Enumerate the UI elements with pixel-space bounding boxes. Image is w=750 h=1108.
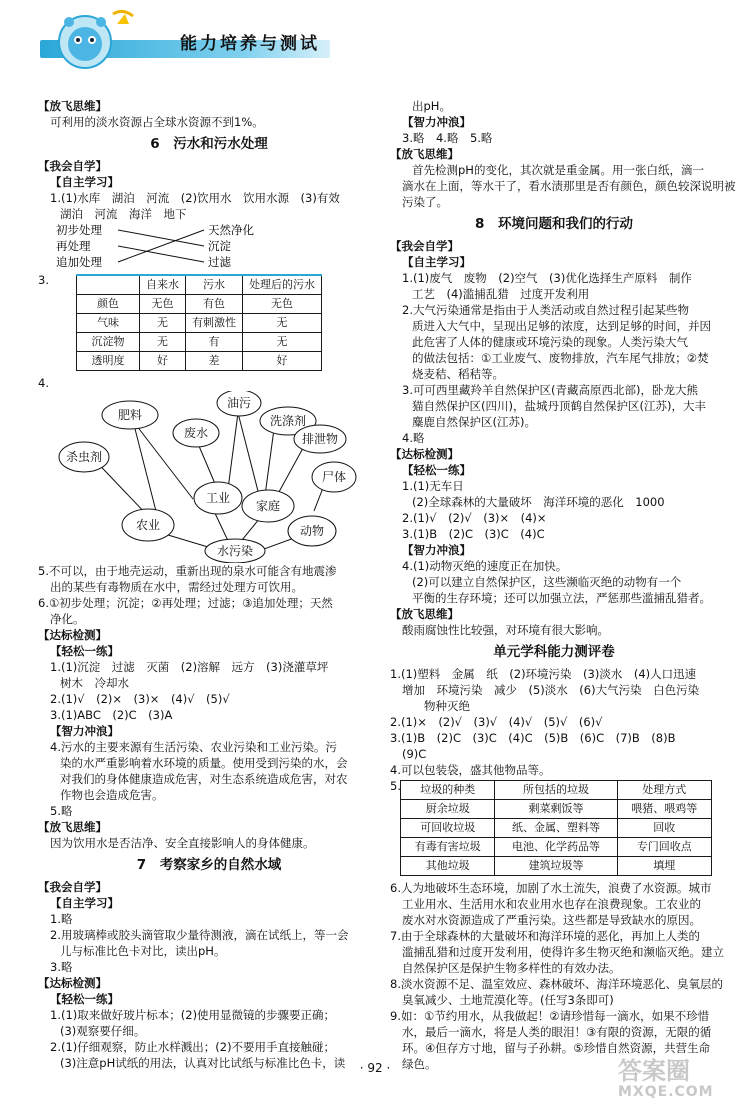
table-cell: 厨余垃圾 (401, 800, 495, 819)
diagram-label: 油污 (226, 396, 252, 410)
question-number: 5. (390, 779, 401, 793)
table-cell: 无色 (243, 295, 322, 314)
text-line: 2.大气污染通常是指由于人类活动或自然过程引起某些物 (402, 303, 689, 317)
text-line: (2)可以建立自然保护区，这些濒临灭绝的动物有一个 (412, 575, 682, 589)
text-line: 9.如：①节约用水，从我做起！②请珍惜每一滴水，如果不珍惜 (390, 1009, 710, 1023)
table-cell: 沉淀物 (77, 333, 140, 352)
match-right-item: 过滤 (208, 255, 231, 269)
subheading: 【智力冲浪】 (402, 115, 471, 129)
table-cell: 电池、化学药品等 (495, 838, 617, 857)
text-line: 工艺 (4)滥捕乱猎 过度开发利用 (412, 287, 590, 301)
text-line: 1.(1)无车日 (402, 479, 464, 493)
text-line: 臭氧减少、土地荒漠化等。(任写3条即可) (402, 993, 614, 1007)
table-cell: 填埋 (617, 857, 711, 876)
table-cell: 其他垃圾 (401, 857, 495, 876)
text-line: 工业用水、生活用水和农业用水也存在浪费现象。工农业的 (402, 897, 701, 911)
table-cell: 建筑垃圾等 (495, 857, 617, 876)
heading: 【放飞思维】 (390, 147, 459, 161)
text-line: 绿色。 (402, 1057, 437, 1071)
text-line: 猫自然保护区(四川)，盐城丹顶鹤自然保护区(江苏)，大丰 (412, 399, 706, 413)
text-line: 酸雨腐蚀性比较强，对环境有很大影响。 (402, 623, 609, 637)
table-cell: 所包括的垃圾 (495, 781, 617, 800)
subheading: 【智力冲浪】 (402, 543, 471, 557)
table-cell: 剩菜剩饭等 (495, 800, 617, 819)
heading: 【我会自学】 (38, 159, 107, 173)
text-line: 4.污水的主要来源有生活污染、农业污染和工业污染。污 (50, 740, 337, 754)
heading: 【放飞思维】 (390, 607, 459, 621)
diagram-label: 水污染 (216, 544, 254, 558)
text-line: 此危害了人体的健康或环境污染的现象。人类污染大气 (412, 335, 688, 349)
text-line: 3.(1)B (2)C (3)C (4)C (402, 527, 545, 541)
text-line: 3.(1)B (2)C (3)C (4)C (5)B (6)C (7)B (8)B (390, 731, 676, 745)
diagram-label: 洗涤剂 (269, 414, 307, 428)
text-line: (2)全球森林的大量破坏 海洋环境的恶化 1000 (412, 495, 665, 509)
text-line: 7.由于全球森林的大量破坏和海洋环境的恶化，再加上人类的 (390, 929, 700, 943)
subheading: 【自主学习】 (50, 175, 119, 189)
table-cell: 可回收垃圾 (401, 819, 495, 838)
water-comparison-table (76, 274, 322, 371)
subheading: 【轻松一练】 (50, 992, 119, 1006)
text-line: 1.(1)沉淀 过滤 灭菌 (2)溶解 远方 (3)浇灌草坪 (50, 660, 329, 674)
table-cell: 处理方式 (617, 781, 711, 800)
text-line: 物种灭绝 (424, 699, 470, 713)
table-cell: 回收 (617, 819, 711, 838)
left-column (38, 98, 380, 1071)
text-line: 5.略 (50, 804, 73, 818)
text-line: 3.可可西里藏羚羊自然保护区(青藏高原西北部)，卧龙大熊 (402, 383, 698, 397)
text-line: 出pH。 (412, 99, 451, 113)
table-cell: 喂猪、喂鸡等 (617, 800, 711, 819)
heading: 【我会自学】 (38, 880, 107, 894)
text-line: 4.(1)动物灭绝的速度正在加快。 (402, 559, 568, 573)
subheading: 【轻松一练】 (402, 463, 471, 477)
question-number: 4. (38, 376, 49, 390)
text-line: 废水对水资源造成了严重污染。这些都是导致缺水的原因。 (402, 913, 701, 927)
text-line: 6.①初步处理；沉淀；②再处理；过滤；③追加处理；天然 (38, 596, 333, 610)
subheading: 【轻松一练】 (50, 644, 119, 658)
table-cell: 气味 (77, 314, 140, 333)
text-line: 5.不可以，由于地壳运动，重新出现的泉水可能含有地震渗 (38, 564, 337, 578)
diagram-label: 农业 (135, 518, 161, 532)
text-line: 3.(1)ABC (2)C (3)A (50, 708, 173, 722)
diagram-label: 杀虫剂 (65, 450, 103, 464)
text-line: 环。④但存方寸地，留与子孙耕。⑤珍惜自然资源，共营生命 (402, 1041, 711, 1055)
text-line: 滴水在上面，等水干了，看水渍那里是否有颜色，颜色较深说明被 (402, 179, 736, 193)
text-line: 1.(1)塑料 金属 纸 (2)环境污染 (3)淡水 (4)人口迅速 (390, 667, 697, 681)
diagram-label: 动物 (299, 524, 325, 538)
text-line: (9)C (402, 747, 427, 761)
match-right-item: 沉淀 (208, 239, 231, 253)
table-cell: 自来水 (140, 275, 186, 295)
heading: 【我会自学】 (390, 239, 459, 253)
text-line: (3)观察要仔细。 (60, 1024, 146, 1038)
text-line: 染的水严重影响着水环境的质量。使用受到污染的水，会 (60, 756, 348, 770)
section-title: 8 环境问题和我们的行动 (475, 216, 633, 232)
diagram-label: 工业 (205, 491, 231, 505)
text-line: 1.略 (50, 912, 73, 926)
text-line: 湖泊 河流 海洋 地下 (60, 207, 187, 221)
text-line: 4.略 (402, 431, 425, 445)
text-line: 2.(1)√ (2)× (3)× (4)√ (5)√ (50, 692, 230, 706)
table-cell: 差 (186, 352, 243, 371)
section-title: 7 考察家乡的自然水域 (136, 857, 282, 873)
text-line: 2.(1)× (2)√ (3)√ (4)√ (5)√ (6)√ (390, 715, 603, 729)
match-right-item: 天然净化 (208, 223, 254, 237)
table-cell: 有 (186, 333, 243, 352)
water-pollution-diagram (38, 391, 358, 563)
text-line: 平衡的生存环境；还可以加强立法，严惩那些滥捕乱猎者。 (412, 591, 711, 605)
text-line: 儿与标准比色卡对比，读出pH。 (60, 944, 226, 958)
table-cell (77, 275, 140, 295)
table-cell: 垃圾的种类 (401, 781, 495, 800)
text-line: 首先检测pH的变化，其次就是重金属。用一张白纸，滴一 (412, 163, 704, 177)
text-line: 3.略 (50, 960, 73, 974)
table-cell: 无 (140, 333, 186, 352)
question-number: 3. (38, 273, 49, 287)
header-banner (0, 0, 750, 90)
mascot-icon (55, 6, 145, 76)
text-line: 烧麦秸、稻秸等。 (412, 367, 504, 381)
text-line: 增加 环境污染 减少 (5)淡水 (6)大气污染 白色污染 (402, 683, 700, 697)
right-column (390, 98, 736, 1072)
text-line: 作物也会造成危害。 (60, 788, 164, 802)
watermark-text: 答案圈 (618, 1057, 690, 1085)
section-title: 6 污水和污水处理 (150, 136, 268, 152)
subheading: 【自主学习】 (402, 255, 471, 269)
text-line: 水，最后一滴水，将是人类的眼泪！③有限的资源，无限的循 (402, 1025, 712, 1039)
match-left-item: 追加处理 (56, 255, 102, 269)
text-line: 对我们的身体健康造成危害，对生态系统造成危害，对农 (60, 772, 348, 786)
match-left-item: 初步处理 (56, 223, 102, 237)
text-line: 2.(1)仔细观察，防止水样溅出；(2)不要用手直接触碰； (50, 1040, 336, 1054)
text-line: 4.可以包装袋，盛其他物品等。 (390, 763, 551, 777)
table-cell: 有毒有害垃圾 (401, 838, 495, 857)
text-line: 1.(1)水库 湖泊 河流 (2)饮用水 饮用水源 (3)有效 (50, 191, 340, 205)
text-line: 1.(1)取来做好玻片标本；(2)使用显微镜的步骤要正确； (50, 1008, 336, 1022)
text-line: 的做法包括：①工业废气、废物排放，汽车尾气排放；②焚 (412, 351, 709, 365)
table-cell: 好 (140, 352, 186, 371)
text-line: 质进入大气中，呈现出足够的浓度，达到足够的时间，并因 (412, 319, 711, 333)
text-line: 3.略 4.略 5.略 (402, 131, 493, 145)
table-cell: 无色 (140, 295, 186, 314)
text-line: 污染了。 (402, 195, 448, 209)
diagram-label: 废水 (183, 426, 209, 440)
text-line: 滥捕乱猎和过度开发利用，使得许多生物灭绝和濒临灭绝。建立 (402, 945, 724, 959)
text-line: 6.人为地破坏生态环境，加剧了水土流失，浪费了水资源。城市 (390, 881, 712, 895)
table-cell: 专门回收点 (617, 838, 711, 857)
table-cell: 好 (243, 352, 322, 371)
heading: 【放飞思维】 (38, 820, 107, 834)
heading: 【放飞思维】 (38, 99, 107, 113)
text-line: 出的某些有毒物质在水中，需经过处理方可饮用。 (50, 580, 303, 594)
table-cell: 处理后的污水 (243, 275, 322, 295)
table-cell: 污水 (186, 275, 243, 295)
table-cell: 透明度 (77, 352, 140, 371)
heading: 【达标检测】 (38, 976, 107, 990)
text-line: 因为饮用水是否洁净、安全直接影响人的身体健康。 (50, 836, 315, 850)
table-cell: 无 (243, 314, 322, 333)
match-line (118, 230, 204, 246)
match-left-item: 再处理 (56, 239, 91, 253)
page-number: · 92 · (359, 1061, 391, 1075)
text-line: (3)注意pH试纸的用法，认真对比试纸与标准比色卡，读 (60, 1056, 346, 1070)
garbage-sorting-table (400, 780, 712, 876)
text-line: 可利用的淡水资源占全球水资源不到1%。 (50, 115, 264, 129)
text-line: 8.淡水资源不足、温室效应、森林破坏、海洋环境恶化、臭氧层的 (390, 977, 723, 991)
table-cell: 无 (243, 333, 322, 352)
text-line: 树木 冷却水 (60, 676, 129, 690)
text-line: 2.(1)√ (2)√ (3)× (4)× (402, 511, 547, 525)
heading: 【达标检测】 (38, 628, 107, 642)
subheading: 【自主学习】 (50, 896, 119, 910)
match-line (118, 246, 204, 262)
diagram-label: 肥料 (117, 408, 143, 422)
text-line: 1.(1)废气 废物 (2)空气 (3)优化选择生产原料 制作 (402, 271, 692, 285)
matching-diagram (48, 222, 368, 272)
table-cell: 有刺激性 (186, 314, 243, 333)
watermark-logo (618, 1058, 736, 1102)
text-line: 2.用玻璃棒或胶头滴管取少量待测液，滴在试纸上，等一会 (50, 928, 349, 942)
watermark-text: MXQE.COM (618, 1084, 714, 1100)
text-line: 净化。 (50, 612, 85, 626)
table-cell: 无 (140, 314, 186, 333)
table-cell: 颜色 (77, 295, 140, 314)
text-line: 自然保护区是保护生物多样性的有效办法。 (402, 961, 621, 975)
section-title: 单元学科能力测评卷 (493, 644, 615, 660)
header-title: 能力培养与测试 (180, 34, 320, 54)
subheading: 【智力冲浪】 (50, 724, 119, 738)
diagram-label: 家庭 (255, 499, 281, 513)
table-cell: 有色 (186, 295, 243, 314)
diagram-label: 排泄物 (301, 432, 339, 446)
text-line: 麋鹿自然保护区(江苏)。 (412, 415, 536, 429)
diagram-label: 尸体 (321, 470, 347, 484)
heading: 【达标检测】 (390, 447, 459, 461)
table-cell: 纸、金属、塑料等 (495, 819, 617, 838)
match-line (118, 230, 204, 262)
